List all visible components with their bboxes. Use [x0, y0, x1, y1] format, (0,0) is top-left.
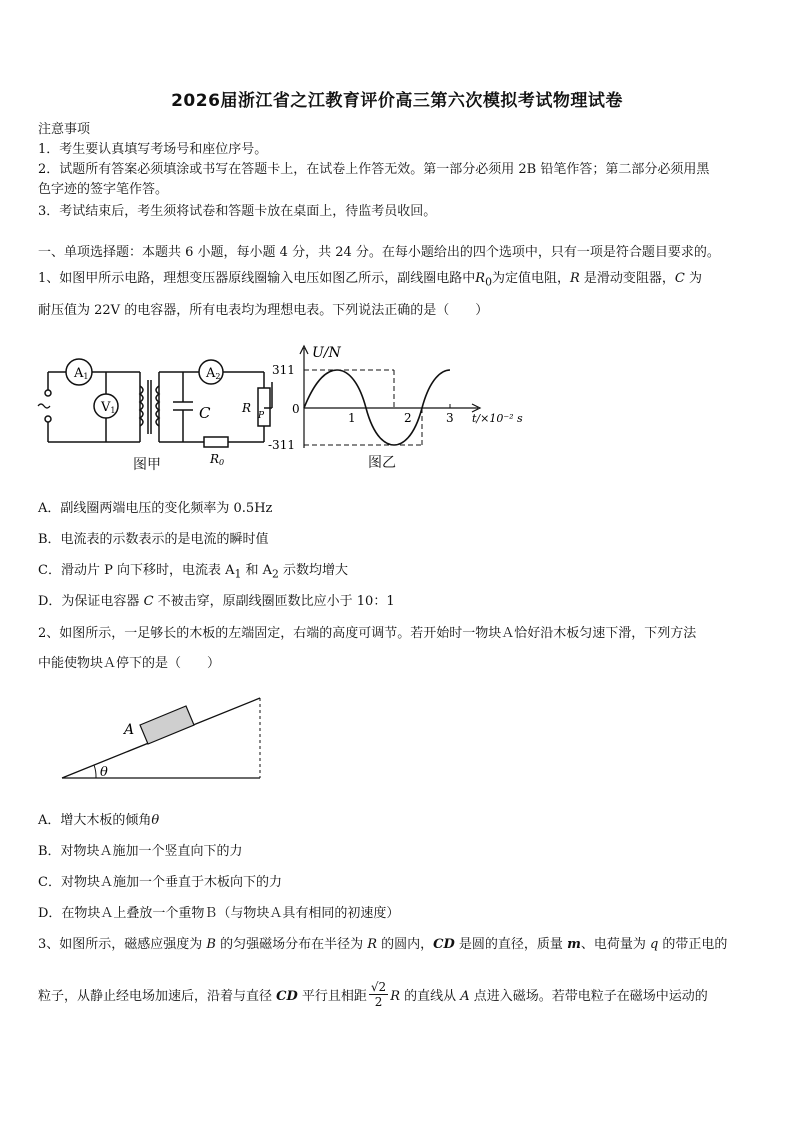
symbol-r0: R — [475, 271, 486, 286]
stem-text: 1、如图甲所示电路，理想变压器原线圈输入电压如图乙所示，副线圈电路中 — [38, 271, 476, 286]
option-d: D．在物块Ａ上叠放一个重物Ｂ（与物块Ａ具有相同的初速度） — [38, 906, 400, 921]
ammeter-a2-label: A2 — [206, 366, 221, 381]
x-tick-label: 3 — [446, 411, 454, 425]
y-tick-label: 0 — [292, 402, 300, 416]
notice-item: 色字迹的签字笔作答。 — [38, 182, 169, 197]
question-stem: 耐压值为 22V 的电容器，所有电表均为理想电表。下列说法正确的是（ ） — [38, 303, 489, 318]
ac-source-icon — [38, 404, 50, 408]
stem-text: 为 — [684, 271, 703, 286]
figure-caption: 图乙 — [368, 455, 396, 471]
notice-item: 2．试题所有答案必须填涂或书写在答题卡上，在试卷上作答无效。第一部分必须用 2B 铅笔作答；第二部分必须用黑 — [38, 162, 710, 177]
y-tick-label: 311 — [272, 363, 295, 377]
angle-label: θ — [100, 765, 108, 780]
page-title: 2026届浙江省之江教育评价高三第六次模拟考试物理试卷 — [171, 91, 623, 111]
voltage-graph-svg — [268, 340, 530, 460]
symbol-c: C — [674, 271, 685, 286]
y-axis-label: U/N — [312, 345, 341, 361]
notice-item: 1．考生要认真填写考场号和座位序号。 — [38, 142, 268, 157]
option-a: A．副线圈两端电压的变化频率为 0.5Hz — [38, 501, 273, 516]
symbol-r: R — [569, 271, 580, 286]
figure-caption: 图甲 — [133, 457, 161, 473]
question-stem: 3、如图所示，磁感应强度为 B 的匀强磁场分布在半径为 R 的圆内，CD 是圆的直径，质量 m、电荷量为 q 的带正电的 — [38, 937, 728, 952]
question-stem — [38, 270, 760, 292]
option-c: C．滑动片 P 向下移时，电流表 $A_1$ 和 $A_2$ 示数均增大 — [38, 563, 349, 581]
voltage-graph — [268, 340, 530, 460]
resistor-r0-label: R0 — [210, 452, 225, 467]
option-c: C．对物块Ａ施加一个垂直于木板向下的力 — [38, 875, 282, 890]
y-tick-label: -311 — [268, 438, 295, 452]
question-stem: 粒子，从静止经电场加速后，沿着与直径 CD 平行且相距 $\frac{√2}{2}$ R 的直线从 A 点进入磁场。若带电粒子在磁场中运动的 — [38, 980, 708, 1009]
block-label: A — [124, 722, 135, 738]
option-a: A．增大木板的倾角θ — [38, 813, 160, 828]
option-d: D．为保证电容器 C 不被击穿，原副线圈匝数比应小于 10：1 — [38, 594, 395, 609]
incline-figure — [58, 692, 268, 784]
stem-text: 是滑动变阻器， — [579, 271, 675, 286]
notice-item: 3．考试结束后，考生须将试卷和答题卡放在桌面上，待监考员收回。 — [38, 204, 437, 219]
rheostat-label: R — [242, 401, 252, 415]
fraction: $\frac{√2}{2}$ — [370, 980, 387, 1009]
option-b: B．对物块Ａ施加一个竖直向下的力 — [38, 844, 243, 859]
ammeter-a1-label: A1 — [74, 366, 89, 381]
section-heading: 一、单项选择题：本题共 6 小题，每小题 4 分，共 24 分。在每小题给出的四个选项中，只有一项是符合题目要求的。 — [38, 245, 720, 260]
voltmeter-v1-label: V1 — [101, 400, 116, 415]
notice-heading: 注意事项 — [38, 122, 91, 137]
slider-p-label: P — [258, 411, 265, 421]
incline-diagram — [58, 692, 268, 784]
capacitor-label: C — [199, 404, 211, 422]
question-stem: 2、如图所示，一足够长的木板的左端固定，右端的高度可调节。若开始时一物块Ａ恰好沿木板匀速下滑，下列方法 — [38, 626, 697, 641]
option-b: B．电流表的示数表示的是电流的瞬时值 — [38, 532, 269, 547]
symbol-subscript: 0 — [485, 275, 492, 289]
block-a — [140, 706, 194, 744]
stem-text: 为定值电阻， — [491, 271, 570, 286]
x-tick-label: 1 — [348, 411, 356, 425]
x-axis-label: t/×10⁻² s — [472, 412, 523, 425]
x-tick-label: 2 — [404, 411, 412, 425]
question-stem: 中能使物块Ａ停下的是（ ） — [38, 656, 221, 671]
